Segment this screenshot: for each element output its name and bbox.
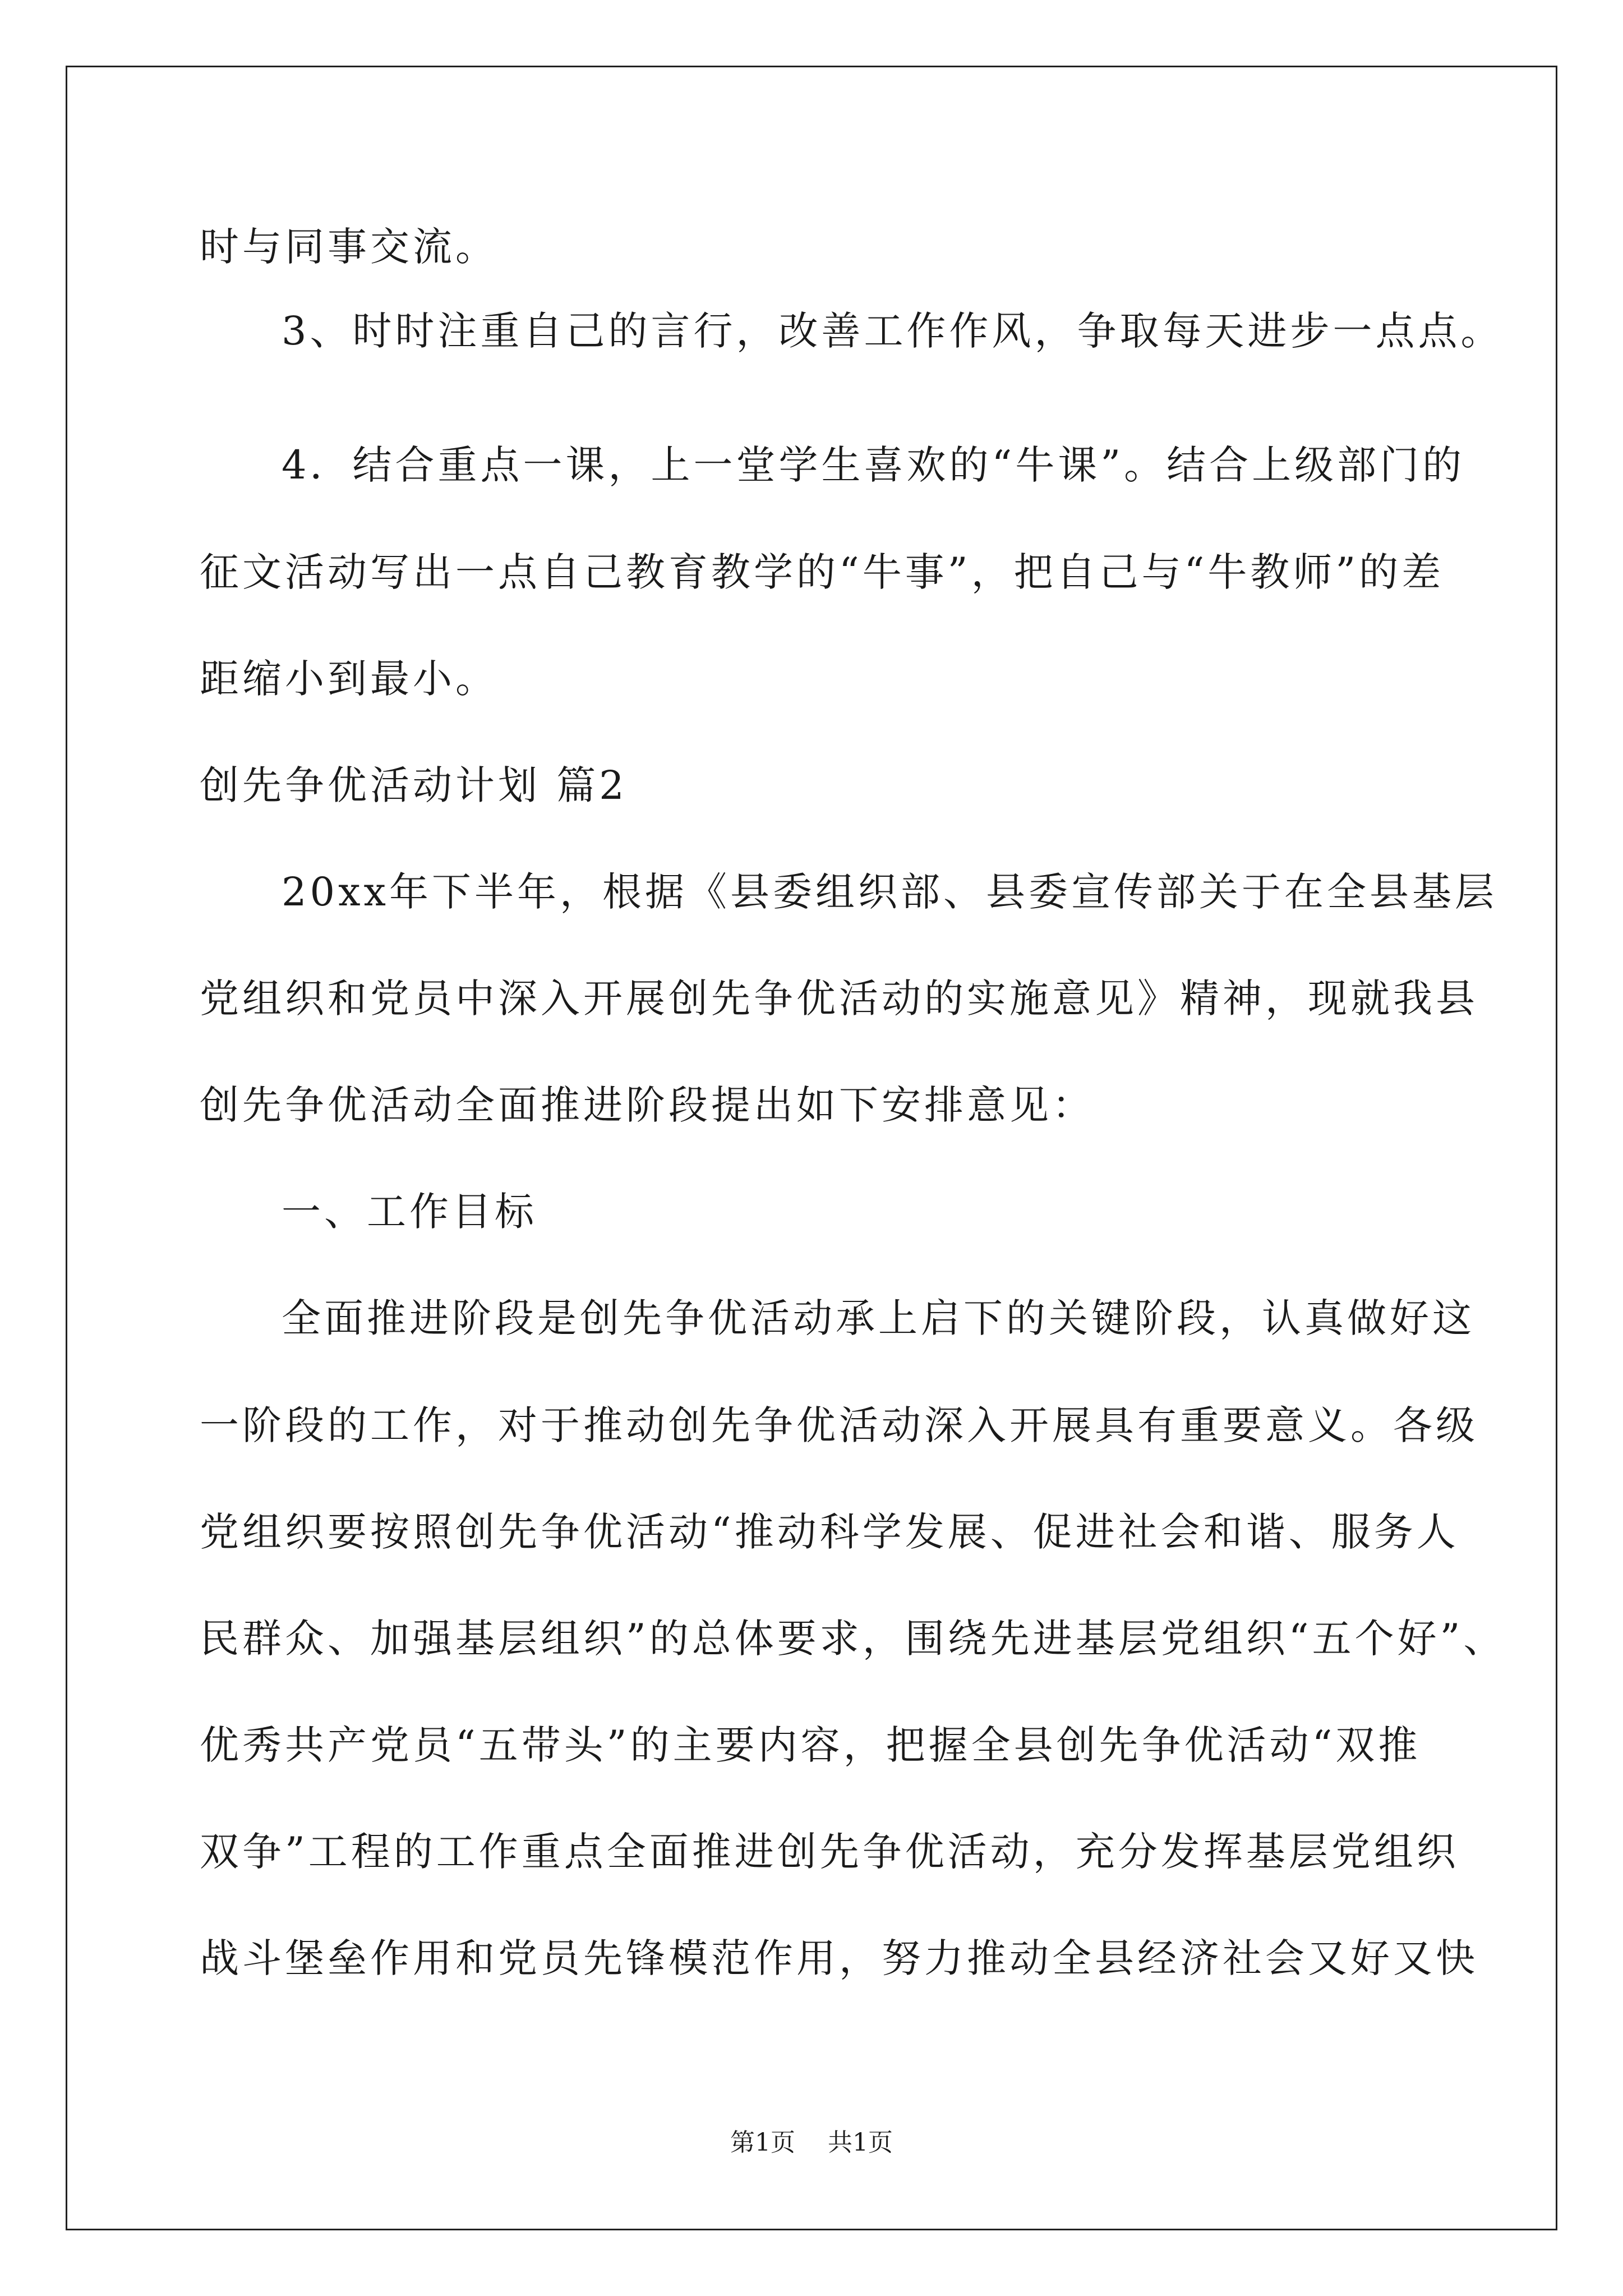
page-total: 共1页	[828, 2128, 893, 2157]
section-heading: 创先争优活动计划 篇2	[200, 762, 628, 808]
paragraph-line: 一阶段的工作，对于推动创先争优活动深入开展具有重要意义。各级	[200, 1402, 1478, 1448]
paragraph-line: 征文活动写出一点自己教育教学的“牛事”，把自己与“牛教师”的差	[200, 549, 1445, 595]
paragraph-line: 全面推进阶段是创先争优活动承上启下的关键阶段，认真做好这	[282, 1295, 1475, 1341]
paragraph-line: 优秀共产党员“五带头”的主要内容，把握全县创先争优活动“双推	[200, 1722, 1421, 1768]
paragraph-line: 4．结合重点一课，上一堂学生喜欢的“牛课”。结合上级部门的	[282, 442, 1465, 488]
paragraph-line: 距缩小到最小。	[200, 656, 498, 702]
paragraph-line: 双争”工程的工作重点全面推进创先争优活动，充分发挥基层党组织	[200, 1829, 1459, 1875]
page-footer	[0, 2127, 1623, 2159]
paragraph-line: 民群众、加强基层组织”的总体要求，围绕先进基层党组织“五个好”、	[200, 1616, 1506, 1662]
paragraph-line: 时与同事交流。	[200, 224, 498, 270]
page-border	[66, 66, 1557, 2230]
subsection-heading: 一、工作目标	[282, 1189, 537, 1235]
page-number: 第1页	[730, 2128, 795, 2157]
paragraph-line: 党组织和党员中深入开展创先争优活动的实施意见》精神，现就我县	[200, 976, 1478, 1022]
paragraph-line: 创先争优活动全面推进阶段提出如下安排意见：	[200, 1082, 1095, 1128]
paragraph-line: 战斗堡垒作用和党员先锋模范作用，努力推动全县经济社会又好又快	[200, 1935, 1478, 1981]
paragraph-line: 3、时时注重自己的言行，改善工作作风，争取每天进步一点点。	[282, 308, 1504, 354]
paragraph-line: 党组织要按照创先争优活动“推动科学发展、促进社会和谐、服务人	[200, 1509, 1459, 1555]
paragraph-line: 20xx年下半年，根据《县委组织部、县委宣传部关于在全县基层	[282, 869, 1498, 915]
